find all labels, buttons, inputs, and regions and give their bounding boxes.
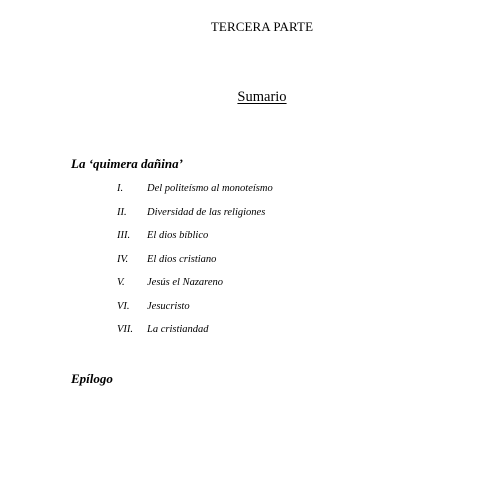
toc-item-numeral: III. (117, 230, 131, 241)
toc-item (0, 301, 500, 325)
toc-item-numeral: VII. (117, 324, 134, 335)
toc-item-title: Jesucristo (147, 300, 190, 312)
toc-item-title: La cristiandad (147, 324, 209, 335)
toc-item-numeral: V. (117, 277, 125, 288)
toc-item (0, 254, 500, 278)
toc-item-title: El dios bíblico (147, 230, 209, 241)
toc-item (0, 207, 500, 231)
toc-item (0, 183, 500, 207)
epilogue-heading: Epílogo (71, 371, 113, 386)
toc-item-title: Diversidad de las religiones (147, 206, 266, 218)
toc-item-title: Del politeísmo al monoteísmo (147, 183, 273, 194)
summary-title: Sumario (237, 89, 287, 105)
toc-item (0, 230, 500, 254)
toc-item-numeral: I. (117, 183, 124, 194)
toc-item (0, 277, 500, 301)
section-heading: La ‘quimera dañina’ (71, 156, 183, 171)
toc-item-title: El dios cristiano (147, 253, 217, 265)
toc-item-numeral: VI. (117, 300, 130, 312)
toc-item-numeral: IV. (117, 253, 129, 265)
table-of-contents (0, 183, 500, 348)
toc-item (0, 324, 500, 348)
toc-item-numeral: II. (117, 206, 127, 218)
part-title: TERCERA PARTE (210, 19, 314, 34)
toc-item-title: Jesús el Nazareno (147, 277, 224, 288)
